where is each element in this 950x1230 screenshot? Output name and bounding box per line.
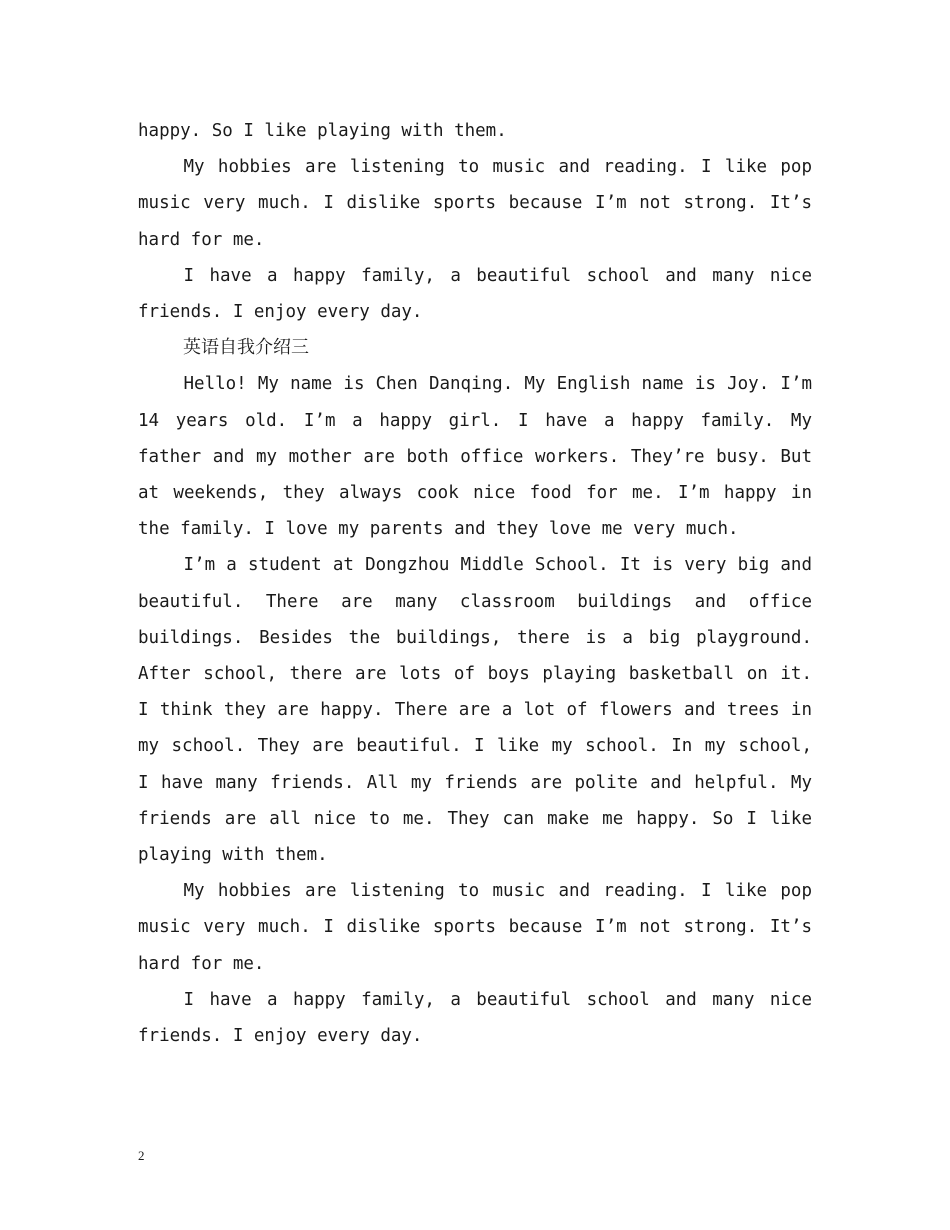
paragraph-school: I’m a student at Dongzhou Middle School. It is very big and beautiful. There are many classroom buildings and office buildings. Besides the buildings, there is a big playground. After school, there are lots of boys playing basketball on it. I think they are happy. There are a lot of flowers and trees in my school. They are beautiful. I like my school. In my school, I have many friends. All my friends are polite and helpful. My friends are all nice to me. They can make me happy. So I like playing with them. [138, 555, 812, 866]
page-number: 2 [138, 1148, 145, 1163]
paragraph-introduction: Hello! My name is Chen Danqing. My English name is Joy. I’m 14 years old. I’m a happy girl. I have a happy family. My father and my mother are both office workers. They’re busy. But at weekends, they always cook nice food for me. I’m happy in the family. I love my parents and they love me very much. [138, 374, 812, 540]
paragraph-hobbies: My hobbies are listening to music and reading. I like pop music very much. I dislike sports because I’m not strong. It’s hard for me. [138, 157, 812, 250]
paragraph-closing-2: I have a happy family, a beautiful school and many nice friends. I enjoy every day. [138, 989, 812, 1047]
paragraph-hobbies-2: My hobbies are listening to music and reading. I like pop music very much. I dislike sports because I’m not strong. It’s hard for me. [138, 881, 812, 974]
paragraph-continuation: happy. So I like playing with them. [138, 121, 507, 141]
section-heading: 英语自我介绍三 [183, 337, 309, 359]
document-body [138, 113, 812, 1054]
paragraph-closing: I have a happy family, a beautiful school and many nice friends. I enjoy every day. [138, 265, 812, 323]
